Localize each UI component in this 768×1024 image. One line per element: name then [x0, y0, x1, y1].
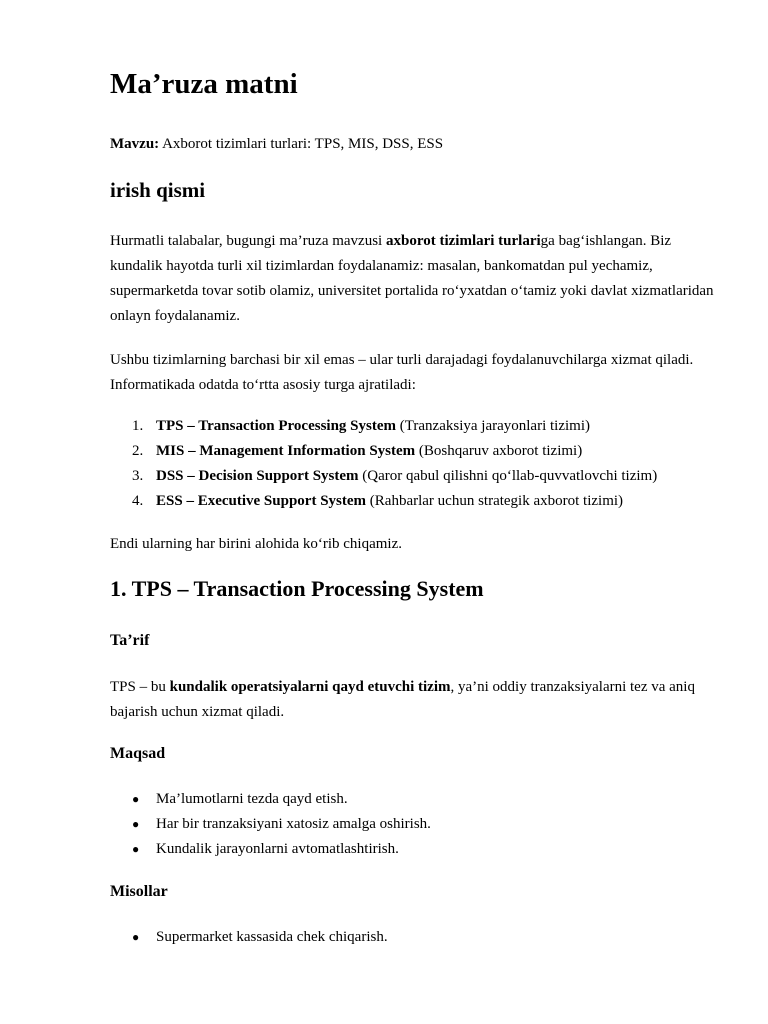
systems-list: [110, 414, 657, 514]
bullet-icon: ●: [132, 792, 140, 806]
tps-def-bold: kundalik operatsiyalarni qayd etuvchi tizim: [169, 679, 451, 695]
list-item: [110, 837, 431, 862]
list-item: [110, 812, 431, 837]
system-name: TPS – Transaction Processing System: [156, 418, 397, 434]
systems-list-item: [110, 414, 657, 439]
systems-list-item: [110, 489, 657, 514]
system-description: (Tranzaksiya jarayonlari tizimi): [396, 418, 590, 434]
bullet-icon: ●: [132, 930, 140, 944]
systems-list-item: [110, 464, 657, 489]
subject-label: Mavzu:: [110, 136, 160, 152]
list-item-text: Har bir tranzaksiyani xatosiz amalga oshirish.: [156, 816, 431, 832]
intro-heading: irish qismi: [110, 178, 206, 202]
intro-p1-bold: axborot tizimlari turlari: [385, 233, 541, 249]
misollar-list: [110, 925, 388, 950]
subject-text: Axborot tizimlari turlari: TPS, MIS, DSS, ESS: [159, 136, 444, 152]
list-item-text: Kundalik jarayonlarni avtomatlashtirish.: [156, 841, 399, 857]
document-title: Ma’ruza matni: [110, 68, 298, 100]
maqsad-list: [110, 787, 431, 862]
list-item-text: Supermarket kassasida chek chiqarish.: [156, 929, 388, 945]
system-description: (Qaror qabul qilishni qo‘llab-quvvatlovchi tizim): [358, 468, 658, 484]
subject-line: [110, 132, 720, 157]
list-item: [110, 787, 431, 812]
list-item: [110, 925, 388, 950]
tps-def-after: , ya’ni oddiy tranzaksiyalarni tez va aniq bajarish uchun xizmat qiladi.: [110, 679, 695, 720]
system-description: (Rahbarlar uchun strategik axborot tizimi): [366, 493, 624, 509]
tps-definition: [110, 675, 720, 725]
intro-paragraph-3: Endi ularning har birini alohida ko‘rib chiqamiz.: [110, 536, 403, 552]
tps-def-before: TPS – bu: [110, 679, 170, 695]
system-name: ESS – Executive Support System: [156, 493, 367, 509]
list-number: 2.: [132, 443, 144, 459]
system-name: MIS – Management Information System: [156, 443, 416, 459]
tarif-heading: Ta’rif: [110, 632, 150, 649]
list-number: 1.: [132, 418, 144, 434]
intro-p1-before: Hurmatli talabalar, bugungi ma’ruza mavzusi: [110, 233, 386, 249]
system-description: (Boshqaruv axborot tizimi): [415, 443, 583, 459]
misollar-heading: Misollar: [110, 883, 168, 900]
bullet-icon: ●: [132, 842, 140, 856]
list-number: 4.: [132, 493, 144, 509]
list-number: 3.: [132, 468, 144, 484]
bullet-icon: ●: [132, 817, 140, 831]
tps-heading: 1. TPS – Transaction Processing System: [110, 576, 484, 601]
intro-paragraph-2: Ushbu tizimlarning barchasi bir xil emas – ular turli darajadagi foydalanuvchilarga xizmat qiladi. Informatikada odatda to‘rtta asosiy turga ajratiladi:: [110, 352, 694, 393]
list-item-text: Ma’lumotlarni tezda qayd etish.: [156, 791, 348, 807]
intro-p1-after: ga bag‘ishlangan. Biz kundalik hayotda turli xil tizimlardan foydalanamiz: masalan, bankomatdan pul yechamiz, supermarketda tovar sotib olamiz, universitet portalida ro‘yxatdan o‘tamiz yoki davlat xizmatlaridan onlayn foydalanamiz.: [110, 233, 714, 324]
systems-list-item: [110, 439, 657, 464]
system-name: DSS – Decision Support System: [156, 468, 359, 484]
maqsad-heading: Maqsad: [110, 745, 166, 762]
intro-paragraph-1: [110, 229, 720, 329]
